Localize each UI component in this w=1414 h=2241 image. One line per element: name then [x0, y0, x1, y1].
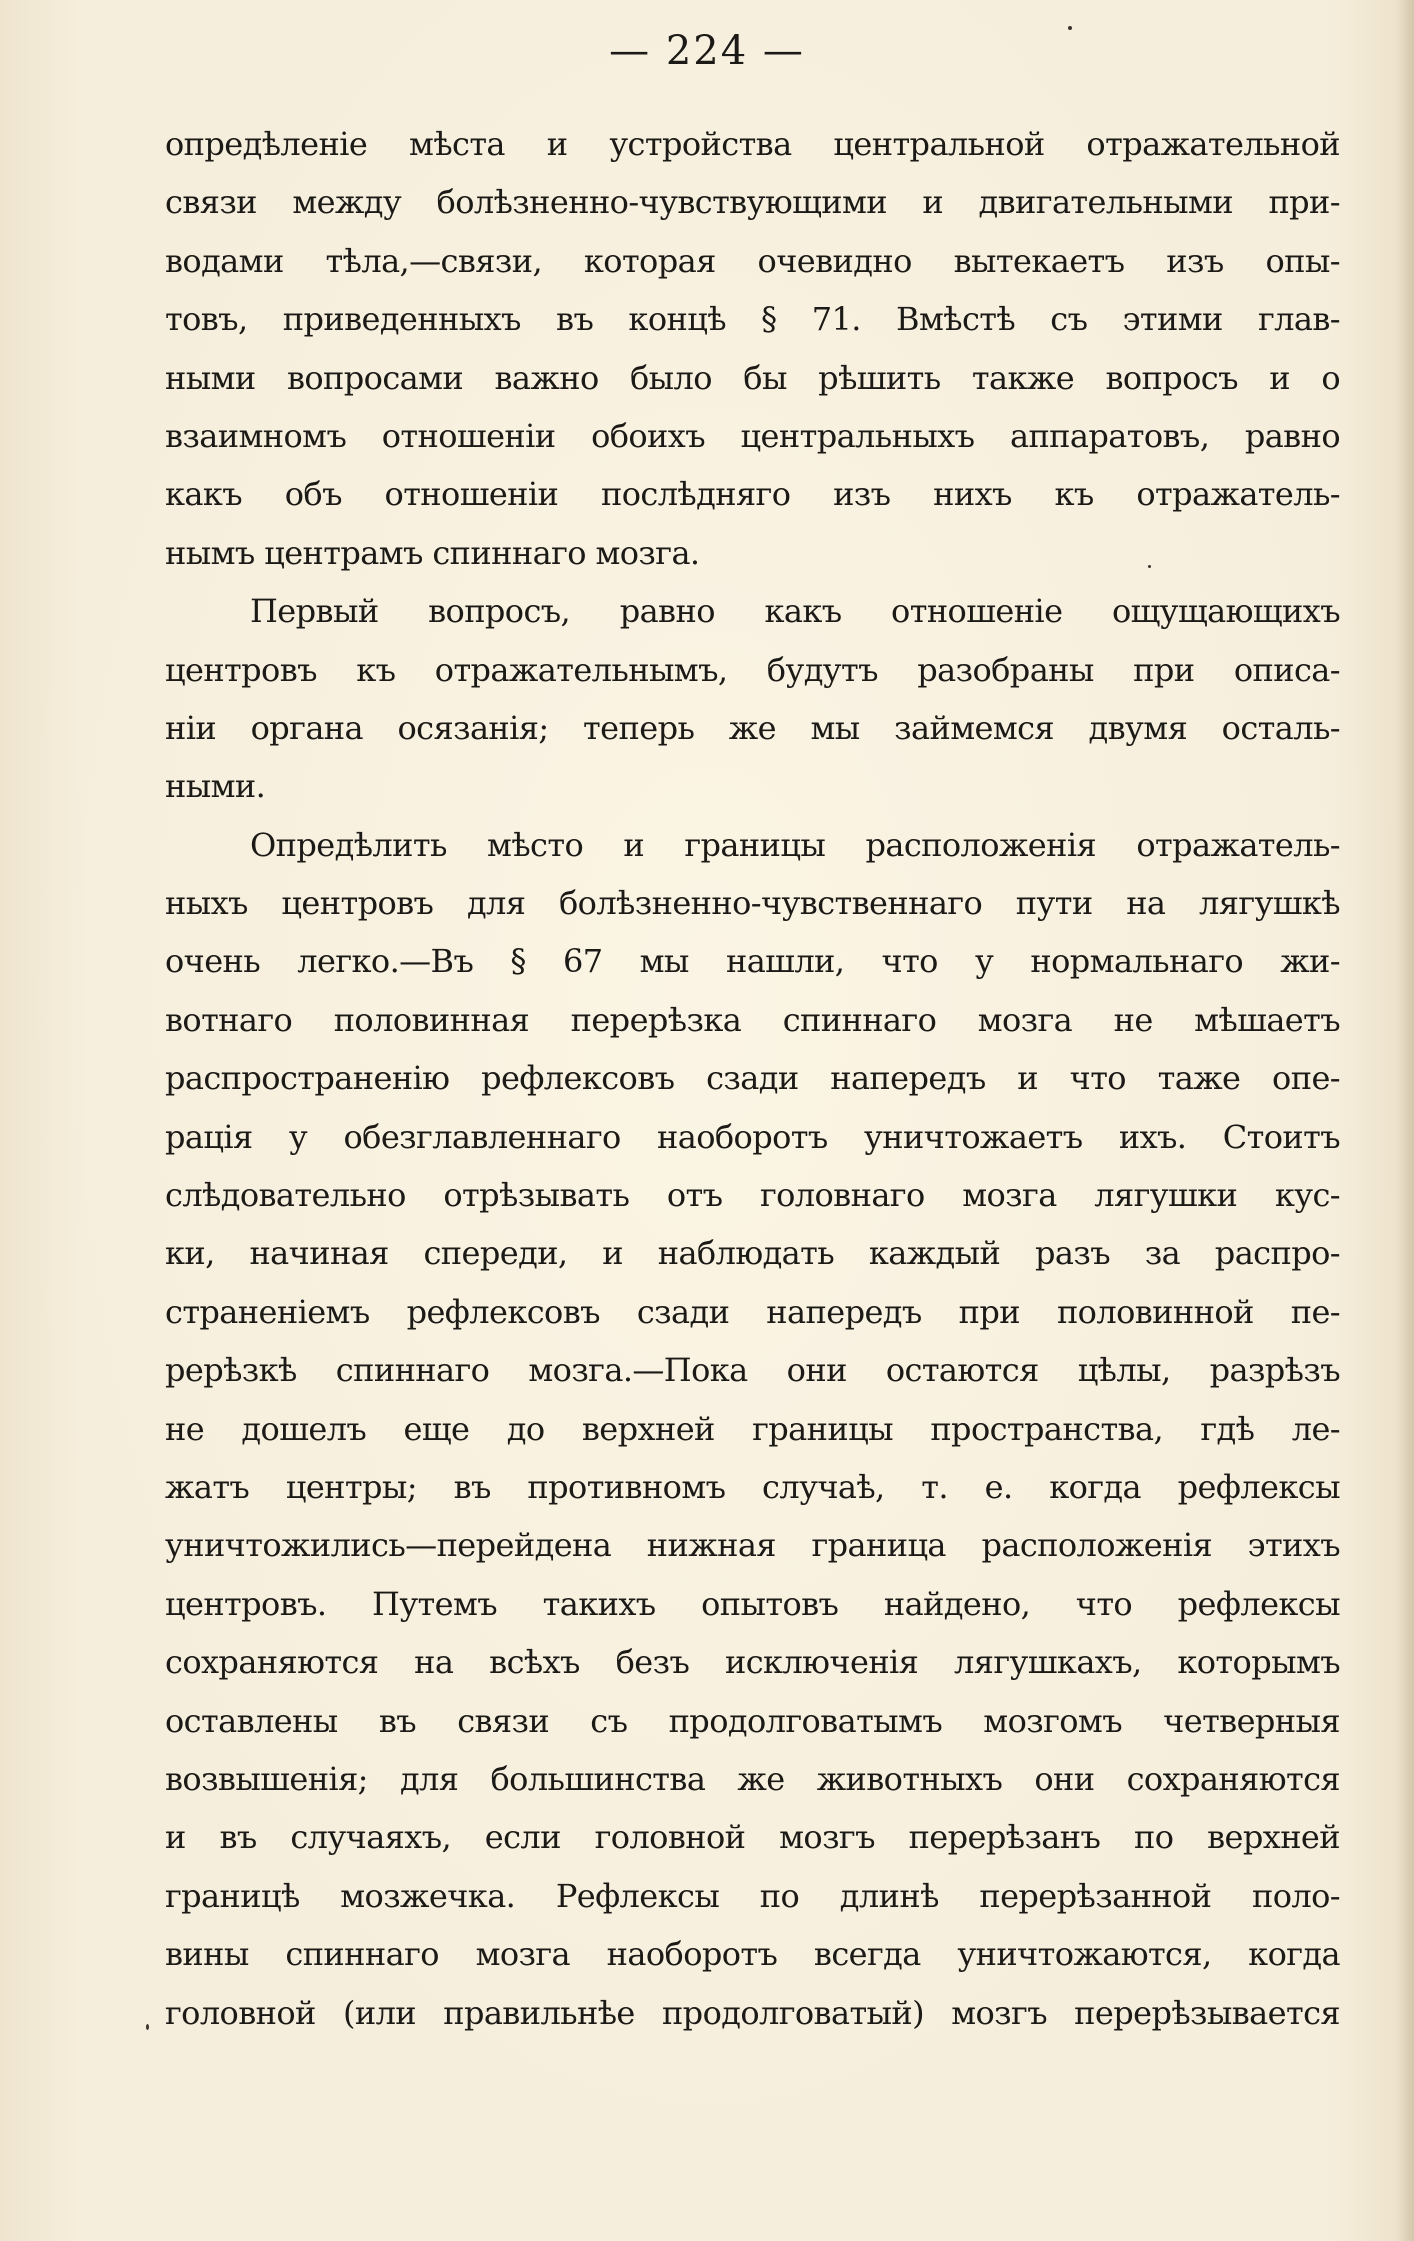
text-line: рерѣзкѣ спиннаго мозга.—Пока они остаются цѣлы, разрѣзъ: [165, 1351, 1340, 1390]
paragraph: [165, 816, 1340, 2042]
print-speck: [146, 2024, 149, 2030]
text-line: центровъ. Путемъ такихъ опытовъ найдено, что рефлексы: [165, 1584, 1340, 1623]
text-line: опредѣленіе мѣста и устройства центральной отражательной: [165, 125, 1340, 163]
paragraph: [165, 115, 1340, 582]
text-line: ными.: [165, 767, 266, 806]
text-line: товъ, приведенныхъ въ концѣ § 71. Вмѣстѣ съ этими глав-: [165, 300, 1340, 339]
text-line: границѣ мозжечка. Рефлексы по длинѣ перерѣзанной поло-: [165, 1876, 1340, 1915]
text-line: взаимномъ отношеніи обоихъ центральныхъ аппаратовъ, равно: [165, 416, 1340, 455]
text-line: нымъ центрамъ спиннаго мозга.: [165, 533, 700, 572]
text-line: не дошелъ еще до верхней границы пространства, гдѣ ле-: [165, 1409, 1340, 1448]
text-line: возвышенія; для большинства же животныхъ они сохраняются: [165, 1759, 1340, 1798]
print-speck: [1068, 26, 1072, 30]
text-line: рація у обезглавленнаго наоборотъ уничтожаетъ ихъ. Стоитъ: [165, 1117, 1340, 1156]
text-line: ныхъ центровъ для болѣзненно-чувственнаго пути на лягушкѣ: [165, 884, 1340, 923]
page-number: — 224 —: [609, 28, 805, 74]
text-line: очень легко.—Въ § 67 мы нашли, что у нормальнаго жи-: [165, 942, 1340, 981]
text-line: вины спиннаго мозга наоборотъ всегда уничтожаются, когда: [165, 1935, 1340, 1974]
text-line: головной (или правильнѣе продолговатый) мозгъ перерѣзывается: [165, 1993, 1340, 2032]
text-line: и въ случаяхъ, если головной мозгъ перерѣзанъ по верхней: [165, 1818, 1340, 1857]
text-line: водами тѣла,—связи, которая очевидно вытекаетъ изъ опы-: [165, 241, 1340, 280]
text-line: какъ объ отношеніи послѣдняго изъ нихъ къ отражатель-: [165, 475, 1340, 514]
text-line: оставлены въ связи съ продолговатымъ мозгомъ четверныя: [165, 1701, 1340, 1740]
paragraph: [165, 582, 1340, 816]
text-line: ными вопросами важно было бы рѣшить также вопросъ и о: [165, 358, 1340, 397]
text-line: распространенію рефлексовъ сзади напередъ и что таже опе-: [165, 1059, 1340, 1098]
text-line: Первый вопросъ, равно какъ отношеніе ощущающихъ: [250, 592, 1340, 631]
text-line: сохраняются на всѣхъ безъ исключенія лягушкахъ, которымъ: [165, 1643, 1340, 1682]
text-line: ки, начиная спереди, и наблюдать каждый разъ за распро-: [165, 1234, 1340, 1273]
print-speck: [1148, 565, 1151, 568]
text-line: вотнаго половинная перерѣзка спиннаго мозга не мѣшаетъ: [165, 1000, 1340, 1039]
text-line: ніи органа осязанія; теперь же мы займемся двумя осталь-: [165, 708, 1340, 747]
text-line: страненіемъ рефлексовъ сзади напередъ при половинной пе-: [165, 1292, 1340, 1331]
text-line: уничтожились—перейдена нижная граница расположенія этихъ: [165, 1526, 1340, 1565]
text-line: слѣдовательно отрѣзывать отъ головнаго мозга лягушки кус-: [165, 1176, 1340, 1215]
page-edge-shadow: [1396, 0, 1414, 2241]
text-line: жатъ центры; въ противномъ случаѣ, т. е. когда рефлексы: [165, 1467, 1340, 1506]
text-line: центровъ къ отражательнымъ, будутъ разобраны при описа-: [165, 650, 1340, 689]
text-line: Опредѣлить мѣсто и границы расположенія отражатель-: [250, 825, 1340, 864]
text-line: связи между болѣзненно-чувствующими и двигательными при-: [165, 183, 1340, 222]
body-text: [165, 115, 1340, 2042]
